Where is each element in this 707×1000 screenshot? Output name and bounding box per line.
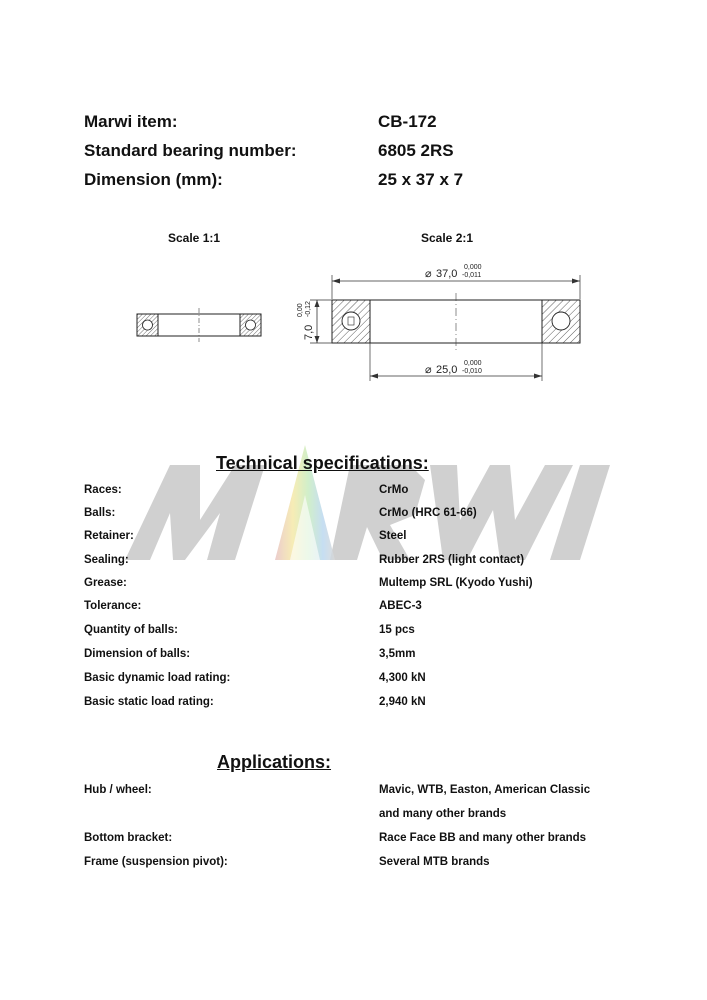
inner-tolerance-upper: 0,000: [464, 360, 482, 367]
tech-value-sealing: Rubber 2RS (light contact): [379, 554, 525, 566]
tech-label-dynamic-load: Basic dynamic load rating:: [84, 672, 231, 684]
tech-label-tolerance: Tolerance:: [84, 600, 142, 612]
header-label-item: Marwi item:: [84, 112, 178, 131]
tech-value-tolerance: ABEC-3: [379, 600, 422, 612]
bearing-drawing-scale-2: [290, 255, 590, 385]
tech-value-quantity: 15 pcs: [379, 624, 415, 636]
scale-1-label: Scale 1:1: [168, 231, 221, 245]
applications-title: Applications:: [217, 752, 332, 772]
tech-label-balls: Balls:: [84, 507, 116, 519]
header-label-dimension: Dimension (mm):: [84, 170, 223, 189]
width-value: 7,0: [303, 324, 315, 340]
tech-label-retainer: Retainer:: [84, 530, 134, 542]
tech-value-races: CrMo: [379, 484, 409, 496]
width-tolerance-upper: 0,00: [297, 303, 304, 317]
app-value-bottom-bracket: Race Face BB and many other brands: [379, 832, 587, 844]
tech-label-grease: Grease:: [84, 577, 127, 589]
outer-tolerance-upper: 0,000: [464, 264, 482, 271]
tech-label-races: Races:: [84, 484, 122, 496]
width-tolerance-lower: -0,12: [305, 301, 312, 317]
tech-value-ball-dimension: 3,5mm: [379, 648, 416, 660]
app-label-hub: Hub / wheel:: [84, 784, 152, 796]
outer-diameter-symbol: ⌀: [425, 268, 432, 280]
tech-value-static-load: 2,940 kN: [379, 696, 426, 708]
inner-diameter-value: 25,0: [436, 364, 458, 376]
header-value-bearing: 6805 2RS: [378, 141, 454, 160]
scale-2-label: Scale 2:1: [421, 231, 474, 245]
tech-value-grease: Multemp SRL (Kyodo Yushi): [379, 577, 533, 589]
header-value-dimension: 25 x 37 x 7: [378, 170, 464, 189]
app-value-hub: Mavic, WTB, Easton, American Classic: [379, 784, 591, 796]
outer-tolerance-lower: -0,011: [462, 272, 482, 279]
inner-diameter-symbol: ⌀: [425, 364, 432, 376]
tech-label-sealing: Sealing:: [84, 554, 129, 566]
tech-value-dynamic-load: 4,300 kN: [379, 672, 426, 684]
inner-tolerance-lower: -0,010: [462, 368, 482, 375]
tech-label-quantity: Quantity of balls:: [84, 624, 178, 636]
tech-value-balls: CrMo (HRC 61-66): [379, 507, 477, 519]
app-label-frame: Frame (suspension pivot):: [84, 856, 228, 868]
bearing-drawing-scale-1: [130, 305, 270, 345]
outer-diameter-value: 37,0: [436, 268, 458, 280]
tech-label-ball-dimension: Dimension of balls:: [84, 648, 191, 660]
tech-value-retainer: Steel: [379, 530, 407, 542]
header-value-item: CB-172: [378, 112, 437, 131]
app-value-frame: Several MTB brands: [379, 856, 490, 868]
app-label-bottom-bracket: Bottom bracket:: [84, 832, 173, 844]
header-label-bearing: Standard bearing number:: [84, 141, 297, 160]
app-value-hub-continued: and many other brands: [379, 808, 507, 820]
tech-spec-title: Technical specifications:: [216, 453, 429, 473]
tech-label-static-load: Basic static load rating:: [84, 696, 214, 708]
